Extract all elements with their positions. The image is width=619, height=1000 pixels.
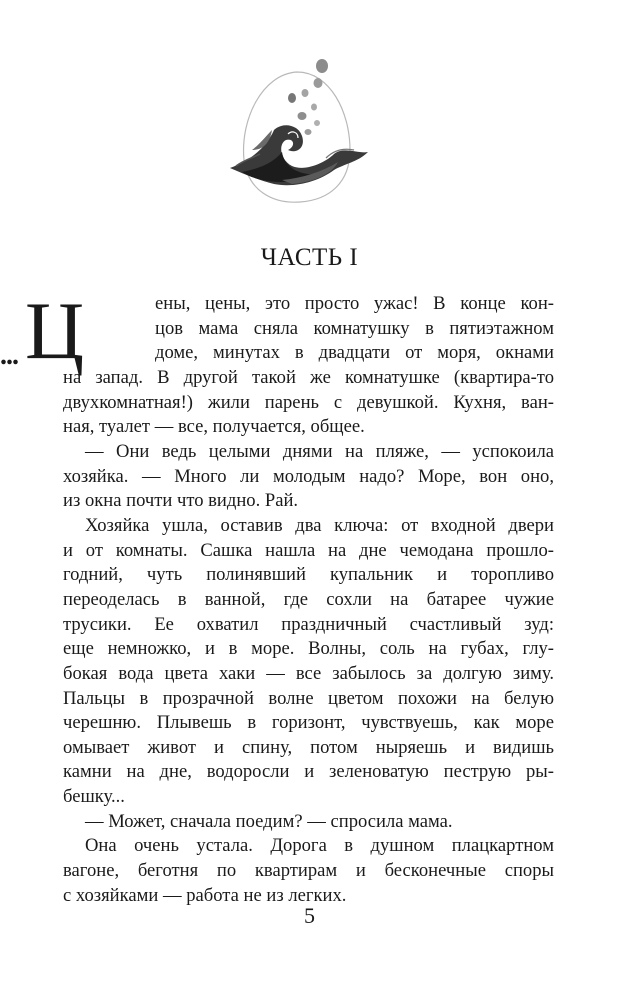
text-line: Хозяйка ушла, оставив два ключа: от входной двери xyxy=(85,514,554,536)
text-line: — Они ведь целыми днями на пляже, — успокоила xyxy=(85,440,554,462)
text-line: доме, минутах в двадцати от моря, окнами xyxy=(155,342,554,364)
text-line: камни на дне, водоросли и зеленоватую пеструю ры- xyxy=(63,761,554,783)
text-line: на запад. В другой такой же комнатушке (квартира-то xyxy=(63,366,554,388)
text-line: черешню. Плывешь в горизонт, чувствуешь, как море xyxy=(63,712,554,734)
text-line: двухкомнатная!) жили парень с девушкой. Кухня, ван- xyxy=(63,391,554,413)
text-line: годний, чуть полинявший купальник и торопливо xyxy=(63,564,554,586)
text-line: ная, туалет — все, получается, общее. xyxy=(63,416,365,438)
text-line: бешку... xyxy=(63,786,125,808)
wave-ornament xyxy=(222,50,372,210)
text-line: омывает живот и спину, потом ныряешь и видишь xyxy=(63,736,554,758)
text-line: из окна почти что видно. Рай. xyxy=(63,490,299,512)
drop-cap-ellipsis: ... xyxy=(0,340,18,371)
text-line: еще немножко, и в море. Волны, соль на губах, глу- xyxy=(63,638,554,660)
drop-cap-letter: Ц xyxy=(25,285,85,376)
body-text xyxy=(63,292,554,908)
text-line: и от комнаты. Сашка нашла на дне чемодана прошло- xyxy=(63,539,554,561)
text-line: — Может, сначала поедим? — спросила мама. xyxy=(85,810,453,832)
text-line: с хозяйками — работа не из легких. xyxy=(63,884,347,906)
chapter-title: ЧАСТЬ I xyxy=(260,244,359,271)
text-line: цов мама сняла комнатушку в пятиэтажном xyxy=(155,317,554,339)
text-line: бокая вода цвета хаки — все забылось за долгую зиму. xyxy=(63,662,554,684)
text-line: Пальцы в прозрачной волне цветом похожи на белую xyxy=(63,687,554,709)
text-line: трусики. Ее охватил праздничный счастливый зуд: xyxy=(63,613,554,635)
text-line: хозяйка. — Много ли молодым надо? Море, вон оно, xyxy=(63,465,554,487)
text-line: ены, цены, это просто ужас! В конце кон- xyxy=(155,293,554,314)
text-line: вагоне, беготня по квартирам и бесконечные споры xyxy=(63,860,554,882)
page-number: 5 xyxy=(304,903,315,928)
text-line: переоделась в ванной, где сохли на батарее чужие xyxy=(63,588,554,610)
text-line: Она очень устала. Дорога в душном плацкартном xyxy=(85,835,554,857)
